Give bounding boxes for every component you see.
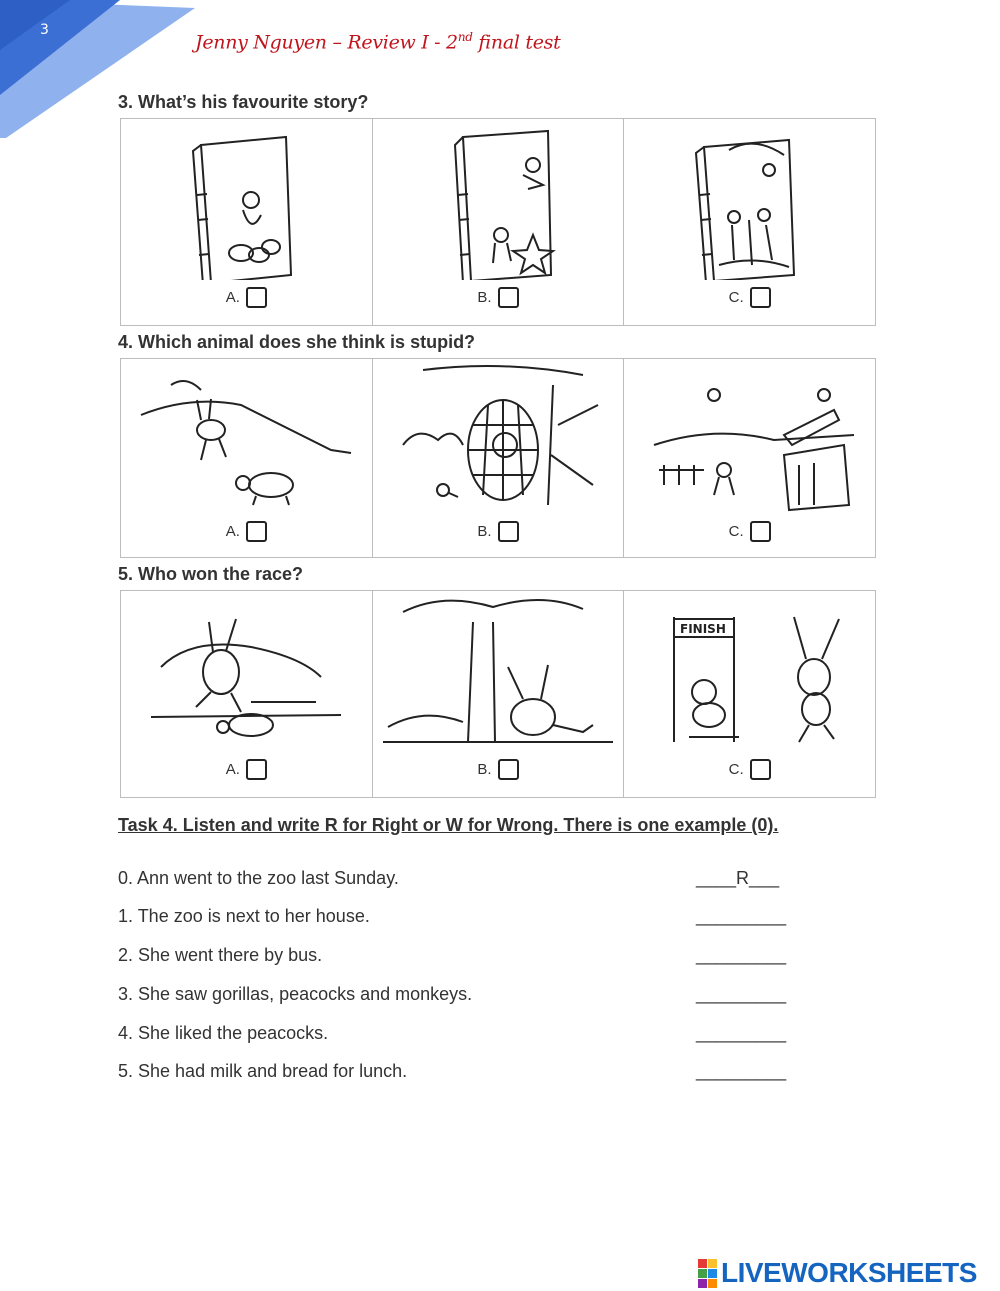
answer-checkbox[interactable] <box>498 287 519 308</box>
statement-0: 0. Ann went to the zoo last Sunday. <box>118 868 399 888</box>
statement-5: 5. She had milk and bread for lunch. <box>118 1061 408 1081</box>
header-title-tail: final test <box>472 31 561 54</box>
brand-name: LIVEWORKSHEETS <box>721 1257 977 1288</box>
scene-illustration <box>383 365 613 520</box>
option-c <box>624 287 875 308</box>
option-cell <box>373 591 625 797</box>
statement-2: 2. She went there by bus. <box>118 945 323 965</box>
book-illustration <box>131 125 361 280</box>
statement-1: 1. The zoo is next to her house. <box>118 906 370 926</box>
option-c <box>624 521 875 542</box>
scene-illustration <box>634 365 864 520</box>
question-5-options <box>120 590 876 798</box>
logo-blocks-icon <box>698 1259 717 1288</box>
option-label: C. <box>728 523 744 540</box>
answer-blank-5[interactable]: _________ <box>696 1061 787 1081</box>
answer-blank-2[interactable]: _________ <box>696 945 787 965</box>
option-label: C. <box>728 761 744 778</box>
option-cell <box>373 359 625 557</box>
option-a <box>121 759 372 780</box>
question-3-options <box>120 118 876 326</box>
option-cell <box>624 119 875 325</box>
answer-checkbox[interactable] <box>246 759 267 780</box>
option-cell <box>373 119 625 325</box>
option-label: B. <box>477 289 492 306</box>
page-number: 3 <box>40 22 49 38</box>
option-b <box>373 521 624 542</box>
option-cell <box>624 591 875 797</box>
question-3-title: 3. What’s his favourite story? <box>118 92 369 112</box>
scene-illustration <box>634 597 864 752</box>
option-cell <box>121 359 373 557</box>
answer-blank-0[interactable]: ____R___ <box>696 868 780 888</box>
option-a <box>121 287 372 308</box>
option-cell <box>121 119 373 325</box>
statement-3: 3. She saw gorillas, peacocks and monkeys. <box>118 984 473 1004</box>
answer-checkbox[interactable] <box>498 759 519 780</box>
option-a <box>121 521 372 542</box>
option-cell <box>624 359 875 557</box>
option-label: C. <box>728 289 744 306</box>
option-c <box>624 759 875 780</box>
header-title <box>195 30 560 53</box>
answer-checkbox[interactable] <box>246 287 267 308</box>
question-4-title: 4. Which animal does she think is stupid? <box>118 332 476 352</box>
answer-checkbox[interactable] <box>246 521 267 542</box>
option-label: B. <box>477 523 492 540</box>
option-label: A. <box>225 289 240 306</box>
header-title-main: Jenny Nguyen – Review I - 2 <box>195 31 458 54</box>
book-illustration <box>383 125 613 280</box>
scene-illustration <box>131 597 361 752</box>
answer-blank-3[interactable]: _________ <box>696 984 787 1004</box>
option-b <box>373 287 624 308</box>
answer-checkbox[interactable] <box>750 521 771 542</box>
scene-illustration <box>131 365 361 520</box>
option-label: B. <box>477 761 492 778</box>
question-5-title: 5. Who won the race? <box>118 564 304 584</box>
answer-blank-4[interactable]: _________ <box>696 1023 787 1043</box>
statement-4: 4. She liked the peacocks. <box>118 1023 329 1043</box>
option-label: A. <box>225 761 240 778</box>
question-4-options <box>120 358 876 558</box>
liveworksheets-logo <box>698 1258 977 1288</box>
answer-checkbox[interactable] <box>498 521 519 542</box>
svg-text:FINISH: FINISH <box>680 622 727 636</box>
header-title-sup: nd <box>457 30 473 44</box>
task-4-title: Task 4. Listen and write R for Right or W for Wrong. There is one example (0). <box>118 815 779 835</box>
option-cell <box>121 591 373 797</box>
answer-blank-1[interactable]: _________ <box>696 906 787 926</box>
option-b <box>373 759 624 780</box>
book-illustration <box>634 125 864 280</box>
option-label: A. <box>225 523 240 540</box>
scene-illustration <box>383 597 613 752</box>
answer-checkbox[interactable] <box>750 759 771 780</box>
answer-checkbox[interactable] <box>750 287 771 308</box>
